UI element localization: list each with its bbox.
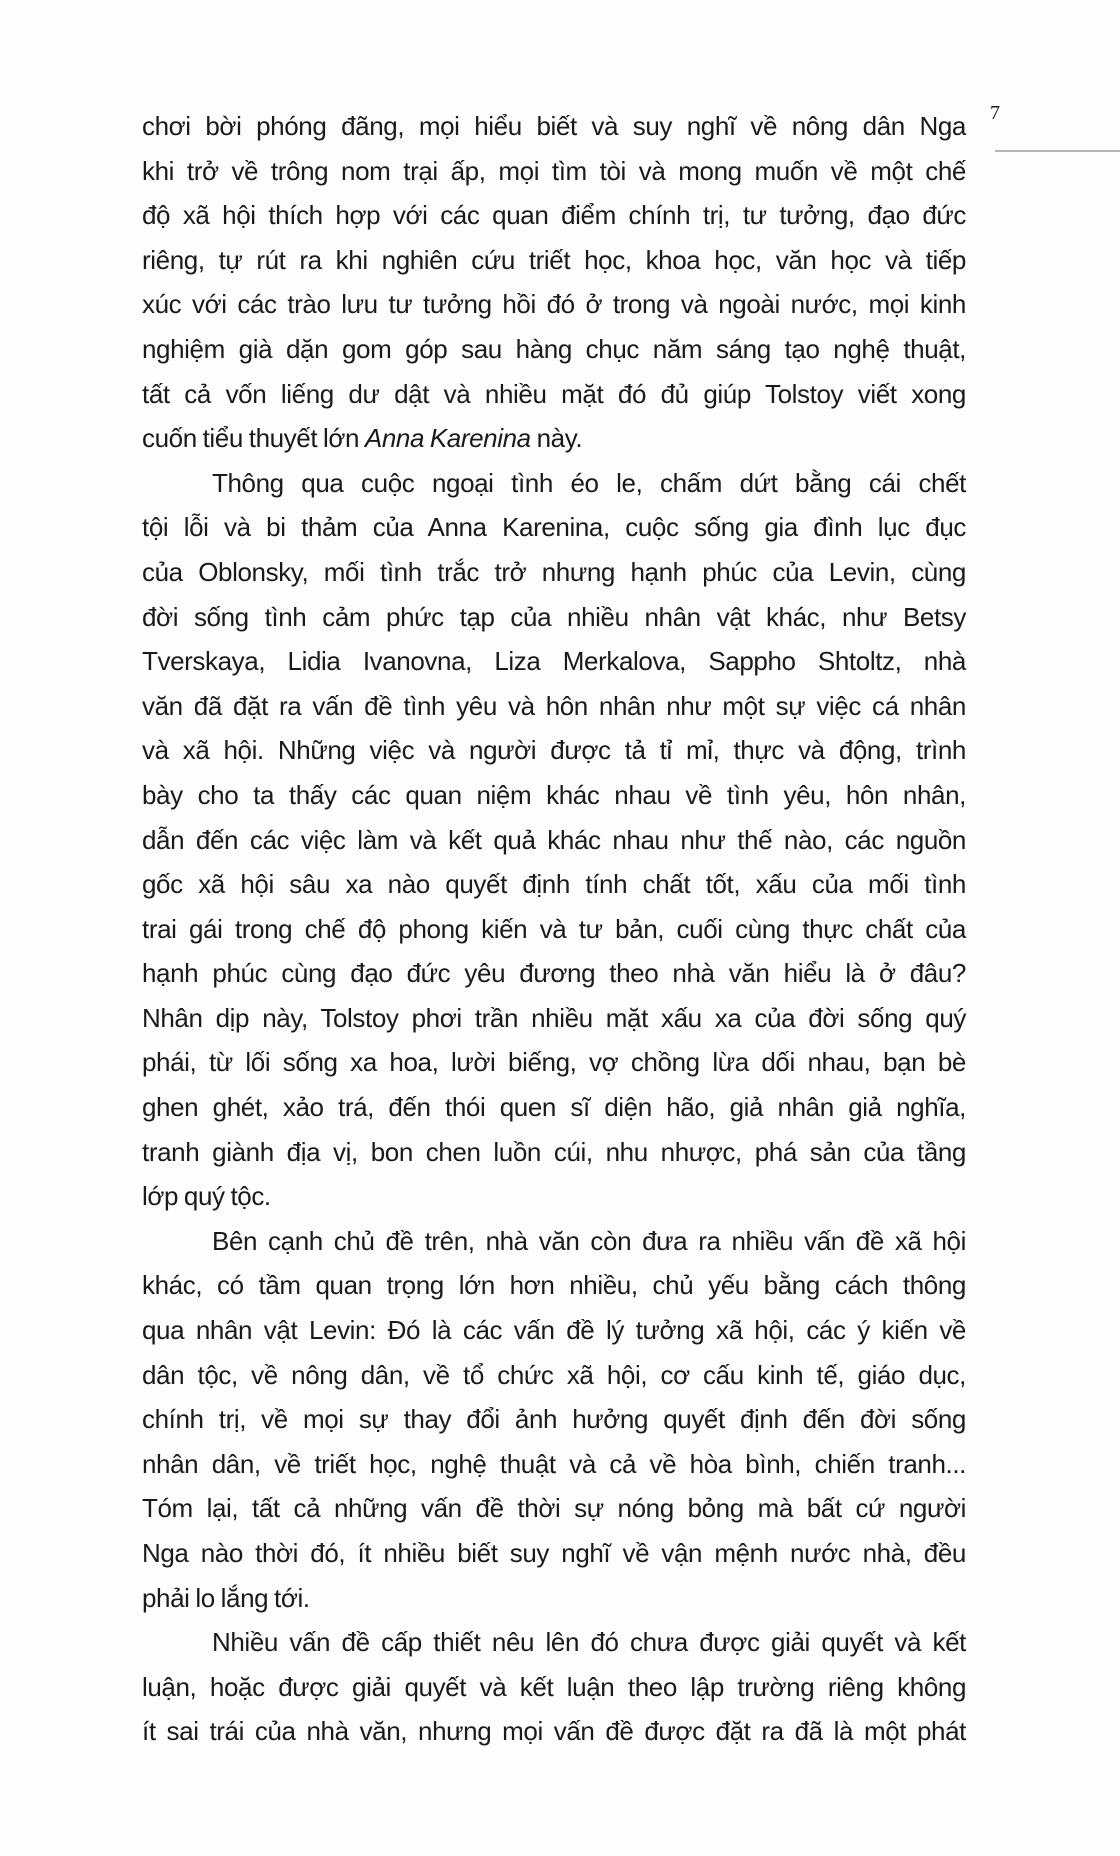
text-line: nhân dân, về triết học, nghệ thuật và cả về hòa bình, chiến tranh... <box>142 1448 966 1479</box>
text-line: lớp quý tộc. <box>142 1181 271 1212</box>
text-line: Tóm lại, tất cả những vấn đề thời sự nóng bỏng mà bất cứ người <box>142 1493 966 1524</box>
text-line: Nga nào thời đó, ít nhiều biết suy nghĩ về vận mệnh nước nhà, đều <box>142 1538 966 1568</box>
text-line: Nhân dịp này, Tolstoy phơi trần nhiều mặt xấu xa của đời sống quý <box>142 1002 966 1033</box>
text-line: dân tộc, về nông dân, về tổ chức xã hội, cơ cấu kinh tế, giáo dục, <box>142 1359 966 1390</box>
text-line: và xã hội. Những việc và người được tả tỉ mỉ, thực và động, trình <box>142 735 966 766</box>
paragraph <box>142 104 966 461</box>
text-line: xúc với các trào lưu tư tưởng hồi đó ở trong và ngoài nước, mọi kinh <box>142 289 966 320</box>
text-segment: cuốn tiểu thuyết lớn <box>142 423 365 454</box>
text-line: dẫn đến các việc làm và kết quả khác nhau như thế nào, các nguồn <box>142 824 966 855</box>
text-line: Thông qua cuộc ngoại tình éo le, chấm dứt bằng cái chết <box>212 467 966 498</box>
page-number: 7 <box>990 102 1000 124</box>
text-line: gốc xã hội sâu xa nào quyết định tính chất tốt, xấu của mối tình <box>142 869 966 900</box>
text-line: ít sai trái của nhà văn, nhưng mọi vấn đề được đặt ra đã là một phát <box>142 1716 966 1747</box>
text-line: riêng, tự rút ra khi nghiên cứu triết học, khoa học, văn học và tiếp <box>142 244 966 275</box>
text-line: chơi bời phóng đãng, mọi hiểu biết và suy nghĩ về nông dân Nga <box>142 111 966 141</box>
text-line: Nhiều vấn đề cấp thiết nêu lên đó chưa được giải quyết và kết <box>212 1627 966 1658</box>
paragraph <box>142 1620 966 1754</box>
text-line: độ xã hội thích hợp với các quan điểm chính trị, tư tưởng, đạo đức <box>142 200 966 231</box>
text-line: qua nhân vật Levin: Đó là các vấn đề lý tưởng xã hội, các ý kiến về <box>142 1315 966 1346</box>
text-line: Tverskaya, Lidia Ivanovna, Liza Merkalova, Sappho Shtoltz, nhà <box>142 646 966 677</box>
text-line: phải lo lắng tới. <box>142 1582 310 1613</box>
text-line: tội lỗi và bi thảm của Anna Karenina, cuộc sống gia đình lục đục <box>142 512 966 543</box>
text-line: hạnh phúc cùng đạo đức yêu đương theo nhà văn hiểu là ở đâu? <box>142 958 966 989</box>
text-line: Bên cạnh chủ đề trên, nhà văn còn đưa ra nhiều vấn đề xã hội <box>212 1225 966 1256</box>
text-line: bày cho ta thấy các quan niệm khác nhau về tình yêu, hôn nhân, <box>142 779 966 810</box>
text-line: nghiệm già dặn gom góp sau hàng chục năm sáng tạo nghệ thuật, <box>142 333 966 364</box>
text-line: khi trở về trông nom trại ấp, mọi tìm tòi và mong muốn về một chế <box>142 155 966 186</box>
text-line: đời sống tình cảm phức tạp của nhiều nhân vật khác, như Betsy <box>142 601 966 632</box>
text-line: trai gái trong chế độ phong kiến và tư bản, cuối cùng thực chất của <box>142 913 966 944</box>
text-line: ghen ghét, xảo trá, đến thói quen sĩ diện hão, giả nhân giả nghĩa, <box>142 1092 966 1123</box>
text-line: phái, từ lối sống xa hoa, lười biếng, vợ chồng lừa dối nhau, bạn bè <box>142 1047 966 1078</box>
text-line: luận, hoặc được giải quyết và kết luận theo lập trường riêng không <box>142 1671 966 1702</box>
text-line: tất cả vốn liếng dư dật và nhiều mặt đó đủ giúp Tolstoy viết xong <box>142 378 966 409</box>
text-line: khác, có tầm quan trọng lớn hơn nhiều, chủ yếu bằng cách thông <box>142 1270 966 1301</box>
header-rule <box>995 150 1120 152</box>
text-segment: này. <box>530 423 583 454</box>
text-line: văn đã đặt ra vấn đề tình yêu và hôn nhân như một sự việc cá nhân <box>142 690 966 721</box>
paragraph <box>142 461 966 1219</box>
paragraph <box>142 1219 966 1620</box>
text-line: chính trị, về mọi sự thay đổi ảnh hưởng quyết định đến đời sống <box>142 1404 966 1435</box>
text-line <box>142 416 966 461</box>
page-body-text <box>142 104 966 1754</box>
text-line: tranh giành địa vị, bon chen luồn cúi, nhu nhược, phá sản của tầng <box>142 1136 966 1167</box>
book-title-italic: Anna Karenina <box>364 423 531 454</box>
text-line: của Oblonsky, mối tình trắc trở nhưng hạnh phúc của Levin, cùng <box>142 556 966 587</box>
